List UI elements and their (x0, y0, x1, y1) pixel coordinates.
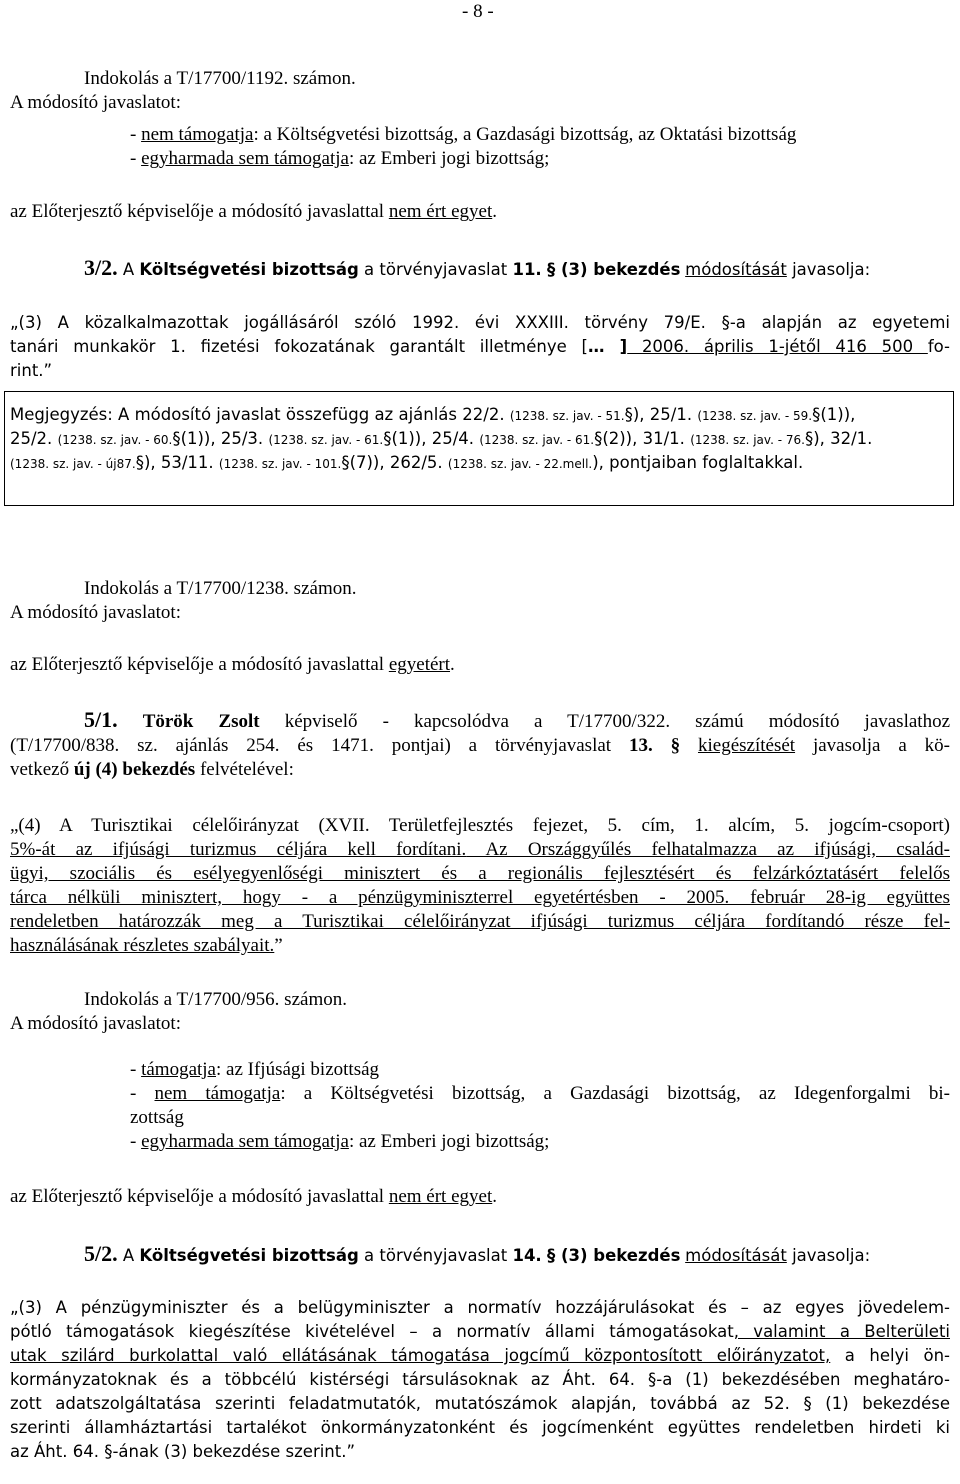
underlined-text: , valamint a Belterületi (733, 1322, 950, 1341)
opinion-value: nem ért egyet (388, 201, 493, 222)
dash: - (130, 1131, 142, 1152)
support-line (130, 1058, 379, 1082)
ref: 53/11. (160, 453, 214, 472)
presenter-opinion (10, 200, 497, 224)
closing-quote: ” (274, 935, 283, 956)
proposal-label: A módosító javaslatot: (10, 92, 181, 113)
quote-line: kormányzatoknak és a többcélú kistérségi társulásoknak az Áht. 64. §-a (1) bekezdésében meghatáro- (10, 1370, 950, 1389)
ref-detail: (1238. sz. jav. - új87. (10, 457, 136, 471)
committee-name: Költségvetési bizottság (139, 260, 359, 279)
ref: 32/1. (830, 429, 873, 448)
quote-line: „(3) A közalkalmazottak jogállásáról szóló 1992. évi XXXIII. törvény 79/E. §-a alapján az egyetemi (10, 313, 950, 332)
text: A (117, 1246, 140, 1265)
item-number: 5/2. (84, 1241, 118, 1266)
committee-list: : az Emberi jogi bizottság; (348, 148, 550, 169)
underlined-text: utak szilárd burkolattal való ellátásának támogatása jogcímű központosított előirányzatot, (10, 1346, 831, 1365)
not-support-label: nem támogatja (141, 124, 254, 145)
proposal-label: A módosító javaslatot: (10, 602, 181, 623)
text: §), (135, 453, 161, 472)
text: a helyi ön- (830, 1346, 950, 1365)
dash: - (130, 124, 142, 145)
committee-list: : az Emberi jogi bizottság; (348, 1131, 550, 1152)
dash: - (130, 148, 142, 169)
ref-detail: (1238. sz. jav. - 22.mell. (447, 457, 593, 471)
opinion-value: egyetért (388, 654, 451, 675)
text: javasolja a kö- (795, 735, 951, 756)
text: §(1)), (383, 429, 432, 448)
text: fo- (927, 337, 950, 356)
paragraph-ref: § (3) bekezdés (546, 260, 681, 279)
presenter-text: az Előterjesztő képviselője a módosító javaslattal (10, 1186, 389, 1207)
item-5-2-heading (84, 1242, 870, 1268)
paragraph-ref: § (3) bekezdés (546, 1246, 681, 1265)
presenter-opinion (10, 1185, 497, 1209)
note-line (10, 451, 803, 476)
text: Megjegyzés: A módosító javaslat összefügg az ajánlás (10, 405, 463, 424)
committee-name: Költségvetési bizottság (139, 1246, 359, 1265)
ref: 25/4. (431, 429, 475, 448)
third-not-support-line (130, 147, 549, 171)
presenter-text: az Előterjesztő képviselője a módosító javaslattal (10, 654, 389, 675)
quote-line: „(4) A Turisztikai célelőirányzat (XVII. Területfejlesztés fejezet, 5. cím, 1. alcím, 5. jogcím-csoport) (10, 815, 950, 836)
period: . (450, 654, 455, 675)
justification-header-1192: Indokolás a T/17700/1192. számon. (84, 68, 356, 89)
text: javasolja: (786, 260, 871, 279)
not-support-line (130, 1082, 950, 1106)
committee-list: : a Költségvetési bizottság, a Gazdasági bizottság, az Oktatási bizottság (253, 124, 797, 145)
text: §(7)), (341, 453, 390, 472)
quote-line (10, 934, 283, 958)
text: a törvényjavaslat (358, 1246, 513, 1265)
not-support-cont: zottság (130, 1107, 184, 1128)
ref-detail: (1238. sz. jav. - 60. (57, 433, 173, 447)
section-number: 13. (628, 735, 653, 756)
text: pótló támogatások kiegészítése kivételével – a normatív állami támogatásokat (10, 1322, 734, 1341)
ref-detail: (1238. sz. jav. - 61. (479, 433, 595, 447)
dash: - (130, 1083, 155, 1104)
quote-line: rint.” (10, 361, 53, 380)
action: módosítását (685, 260, 787, 279)
text: vetkező (10, 759, 74, 780)
opinion-value: nem ért egyet (388, 1186, 493, 1207)
ref-detail: (1238. sz. jav. - 51. (509, 409, 625, 423)
item-5-1-line (10, 758, 294, 782)
not-support-line (130, 123, 796, 147)
space (118, 711, 143, 732)
text: felvételével: (195, 759, 294, 780)
text: §(2)), (594, 429, 643, 448)
third-not-support-label: egyharmada sem támogatja (141, 1131, 349, 1152)
text: §(1)), (812, 405, 856, 424)
ref-detail: (1238. sz. jav. - 59. (697, 409, 813, 423)
page-number: - 8 - (462, 1, 494, 22)
ellipsis: … ] (587, 337, 628, 356)
presenter-text: az Előterjesztő képviselője a módosító javaslattal (10, 201, 389, 222)
ref: 25/1. (649, 405, 693, 424)
underlined-text: 5%-át az ifjúsági turizmus céljára kell fordítani. (10, 839, 467, 860)
proposal-label: A módosító javaslatot: (10, 1013, 181, 1034)
item-number: 5/1. (84, 707, 118, 732)
support-label: támogatja (141, 1059, 216, 1080)
ref-detail: (1238. sz. jav. - 76. (690, 433, 805, 447)
text: Az Országgyűlés felhatalmazza az ifjúsági, család- (466, 839, 950, 860)
ref: 262/5. (389, 453, 443, 472)
item-number: 3/2. (84, 255, 118, 280)
ref: 25/2. (10, 429, 53, 448)
text: a törvényjavaslat (358, 260, 513, 279)
ref-detail: (1238. sz. jav. - 61. (268, 433, 384, 447)
committee-list: : a Költségvetési bizottság, a Gazdasági bizottság, az Idegenforgalmi bi- (280, 1083, 950, 1104)
text: §), (804, 429, 831, 448)
text: ), pontjaiban foglaltakkal. (592, 453, 804, 472)
third-not-support-label: egyharmada sem támogatja (141, 148, 349, 169)
dash: - (130, 1059, 142, 1080)
quote-line (10, 838, 950, 862)
text: A (117, 260, 140, 279)
committee-list: : az Ifjúsági bizottság (216, 1059, 380, 1080)
text: §(1)), (172, 429, 221, 448)
presenter-opinion (10, 653, 455, 677)
ref: 31/1. (642, 429, 685, 448)
text: tanári munkakör 1. fizetési fokozatának garantált illetménye [ (10, 337, 588, 356)
ref-detail: (1238. sz. jav. - 101. (218, 457, 342, 471)
new-paragraph: új (4) bekezdés (73, 759, 196, 780)
quote-line: tárca nélküli minisztert, hogy - a pénzügyminiszterrel egyetértésben - 2005. február 28-ig együttes (10, 887, 950, 908)
representative-name: Török Zsolt (142, 711, 260, 732)
quote-line (10, 1344, 950, 1368)
text: §), (624, 405, 650, 424)
item-5-1-heading (84, 708, 950, 734)
quote-line (10, 1320, 950, 1344)
quote-line: ügyi, szociális és esélyegyenlőségi minisztert és a regionális fejlesztésért és felzárkóztatásért felelős (10, 863, 950, 884)
third-not-support-line (130, 1130, 549, 1154)
quote-line: szerinti államháztartási tartalékot önkormányzatonként és jogcímenként együttes rendeletben hirdeti ki (10, 1418, 950, 1437)
item-5-1-line (10, 734, 950, 758)
not-support-label: nem támogatja (154, 1083, 281, 1104)
ref: 25/3. (220, 429, 264, 448)
quote-line (10, 335, 950, 359)
period: . (492, 201, 497, 222)
action: kiegészítését (697, 735, 796, 756)
ref: 22/2. (462, 405, 505, 424)
amended-amount: 2006. április 1-jétől 416 500 (627, 337, 928, 356)
text: javasolja: (786, 1246, 871, 1265)
action: módosítását (685, 1246, 787, 1265)
note-line (10, 427, 872, 452)
section-number: 14. (512, 1246, 542, 1265)
quote-line: az Áht. 64. §-ának (3) bekezdése szerint.” (10, 1442, 356, 1461)
quote-line: zott adatszolgáltatása szerinti feladatmutatók, mutatószámok alapján, továbbá az 52. § (1) bekezdése (10, 1394, 950, 1413)
justification-header-956: Indokolás a T/17700/956. számon. (84, 989, 347, 1010)
section-number: 11. (512, 260, 542, 279)
note-line (10, 403, 855, 428)
quote-line: rendeletben határozzák meg a Turisztikai célelőirányzat ifjúsági turizmus céljára fordítandó része fel- (10, 911, 950, 932)
underlined-text: használásának részletes szabályait. (10, 935, 275, 956)
text: (T/17700/838. sz. ajánlás 254. és 1471. pontjai) a törvényjavaslat (10, 735, 629, 756)
justification-header-1238: Indokolás a T/17700/1238. számon. (84, 578, 357, 599)
quote-line: „(3) A pénzügyminiszter és a belügyminiszter a normatív hozzájárulásokat és – az egyes jövedelem- (10, 1298, 950, 1317)
text: képviselő - kapcsolódva a T/17700/322. számú módosító javaslathoz (259, 711, 951, 732)
paragraph-sign: § (670, 735, 681, 756)
period: . (492, 1186, 497, 1207)
item-3-2-heading (84, 256, 870, 282)
